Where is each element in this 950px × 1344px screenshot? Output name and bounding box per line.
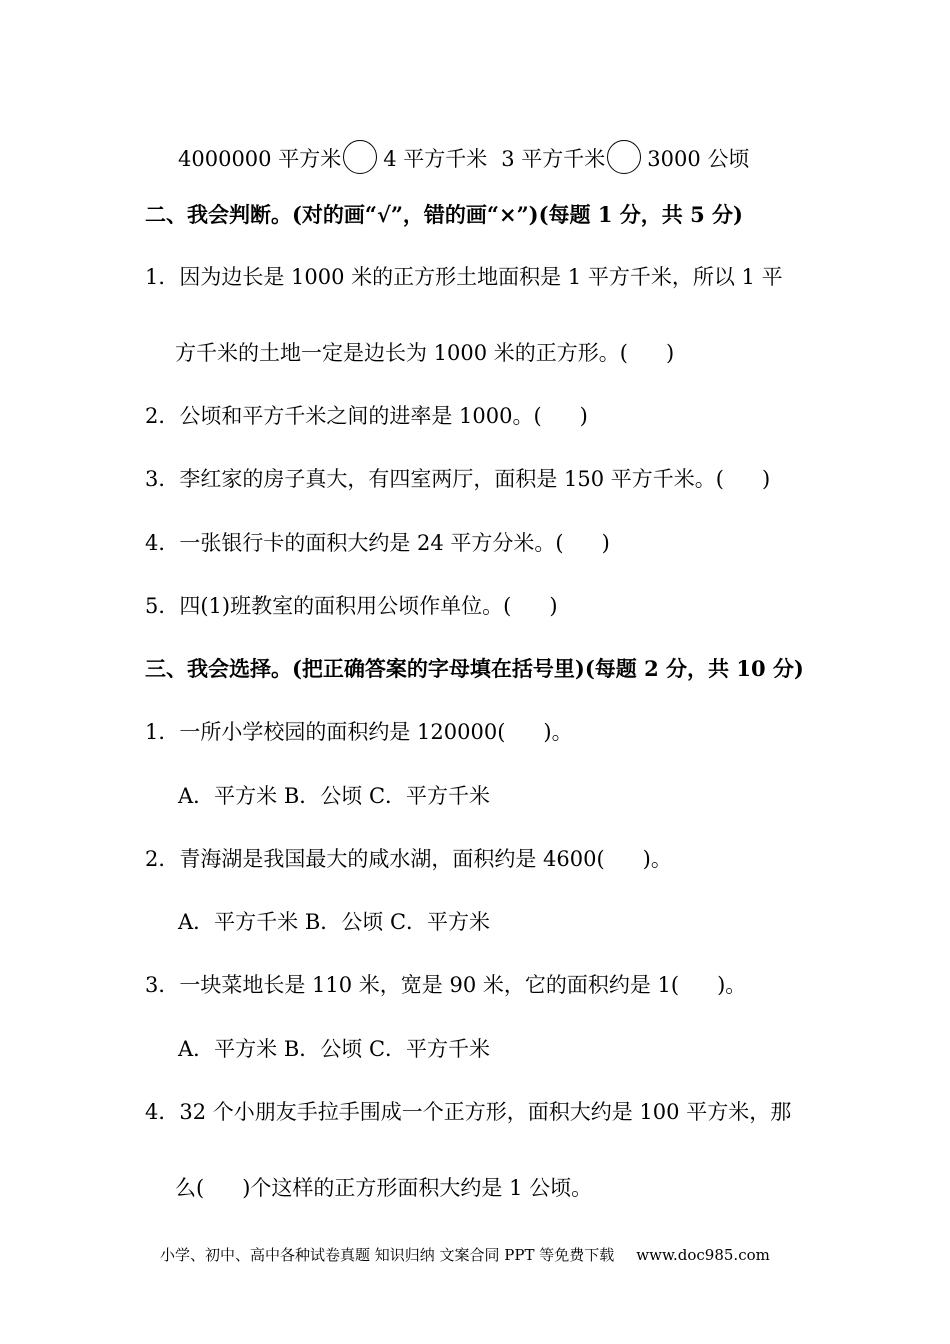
s3-q3: [145, 971, 746, 999]
s2-q1-line1: 1．因为边长是 1000 米的正方形土地面积是 1 平方千米，所以 1 平: [145, 265, 783, 289]
footer-url[interactable]: www.doc985.com: [636, 1246, 770, 1264]
compare-row: [178, 140, 749, 174]
s2-q4: [145, 529, 610, 557]
s2-q1-close: ): [666, 341, 675, 365]
s2-q2-text: 2．公顷和平方千米之间的进率是 1000。(: [145, 404, 542, 428]
s3-q1: [145, 718, 573, 746]
s3-q2-options: A．平方千米 B．公顷 C．平方米: [178, 910, 491, 934]
s3-q1-options: A．平方米 B．公顷 C．平方千米: [178, 784, 491, 808]
section3-heading: 三、我会选择。(把正确答案的字母填在括号里)(每题 2 分，共 10 分): [145, 656, 804, 681]
s3-q2-close: )。: [642, 847, 672, 871]
s3-q2: [145, 845, 672, 873]
footer-text: 小学、初中、高中各种试卷真题 知识归纳 文案合同 PPT 等免费下载: [160, 1246, 615, 1264]
answer-circle-2[interactable]: [607, 140, 641, 174]
s2-q3-text: 3．李红家的房子真大，有四室两厅，面积是 150 平方千米。(: [145, 467, 724, 491]
s3-q3-close: )。: [717, 973, 747, 997]
s3-q2-text: 2．青海湖是我国最大的咸水湖，面积约是 4600(: [145, 847, 605, 871]
s3-q4-line1: 4．32 个小朋友手拉手围成一个正方形，面积大约是 100 平方米，那: [145, 1100, 792, 1124]
s2-q4-text: 4．一张银行卡的面积大约是 24 平方分米。(: [145, 531, 564, 555]
compare-a-right: 4 平方千米: [383, 147, 488, 171]
answer-circle-1[interactable]: [343, 140, 377, 174]
s3-q3-options: A．平方米 B．公顷 C．平方千米: [178, 1037, 491, 1061]
s3-q3-text: 3．一块菜地长是 110 米，宽是 90 米，它的面积约是 1(: [145, 973, 680, 997]
s2-q5: [145, 592, 558, 620]
page-footer: [160, 1244, 770, 1266]
s3-q4-line2: [175, 1174, 592, 1202]
s2-q2-close: ): [579, 404, 588, 428]
compare-b-right: 3000 公顷: [647, 147, 750, 171]
s2-q3-close: ): [762, 467, 771, 491]
s3-q4-close: )个这样的正方形面积大约是 1 公顷。: [242, 1176, 593, 1200]
s2-q5-text: 5．四(1)班教室的面积用公顷作单位。(: [145, 594, 512, 618]
s3-q1-text: 1．一所小学校园的面积约是 120000(: [145, 720, 506, 744]
s2-q3: [145, 465, 770, 493]
s2-q2: [145, 402, 588, 430]
s3-q1-close: )。: [543, 720, 573, 744]
s2-q1-line2: [175, 339, 674, 367]
s2-q4-close: ): [601, 531, 610, 555]
s2-q1-text: 方千米的土地一定是边长为 1000 米的正方形。(: [175, 341, 628, 365]
section2-heading: 二、我会判断。(对的画“√”，错的画“×”)(每题 1 分，共 5 分): [145, 202, 743, 227]
compare-b-left: 3 平方千米: [501, 147, 606, 171]
compare-a-left: 4000000 平方米: [178, 147, 342, 171]
s3-q4-text: 么(: [175, 1176, 205, 1200]
s2-q5-close: ): [549, 594, 558, 618]
